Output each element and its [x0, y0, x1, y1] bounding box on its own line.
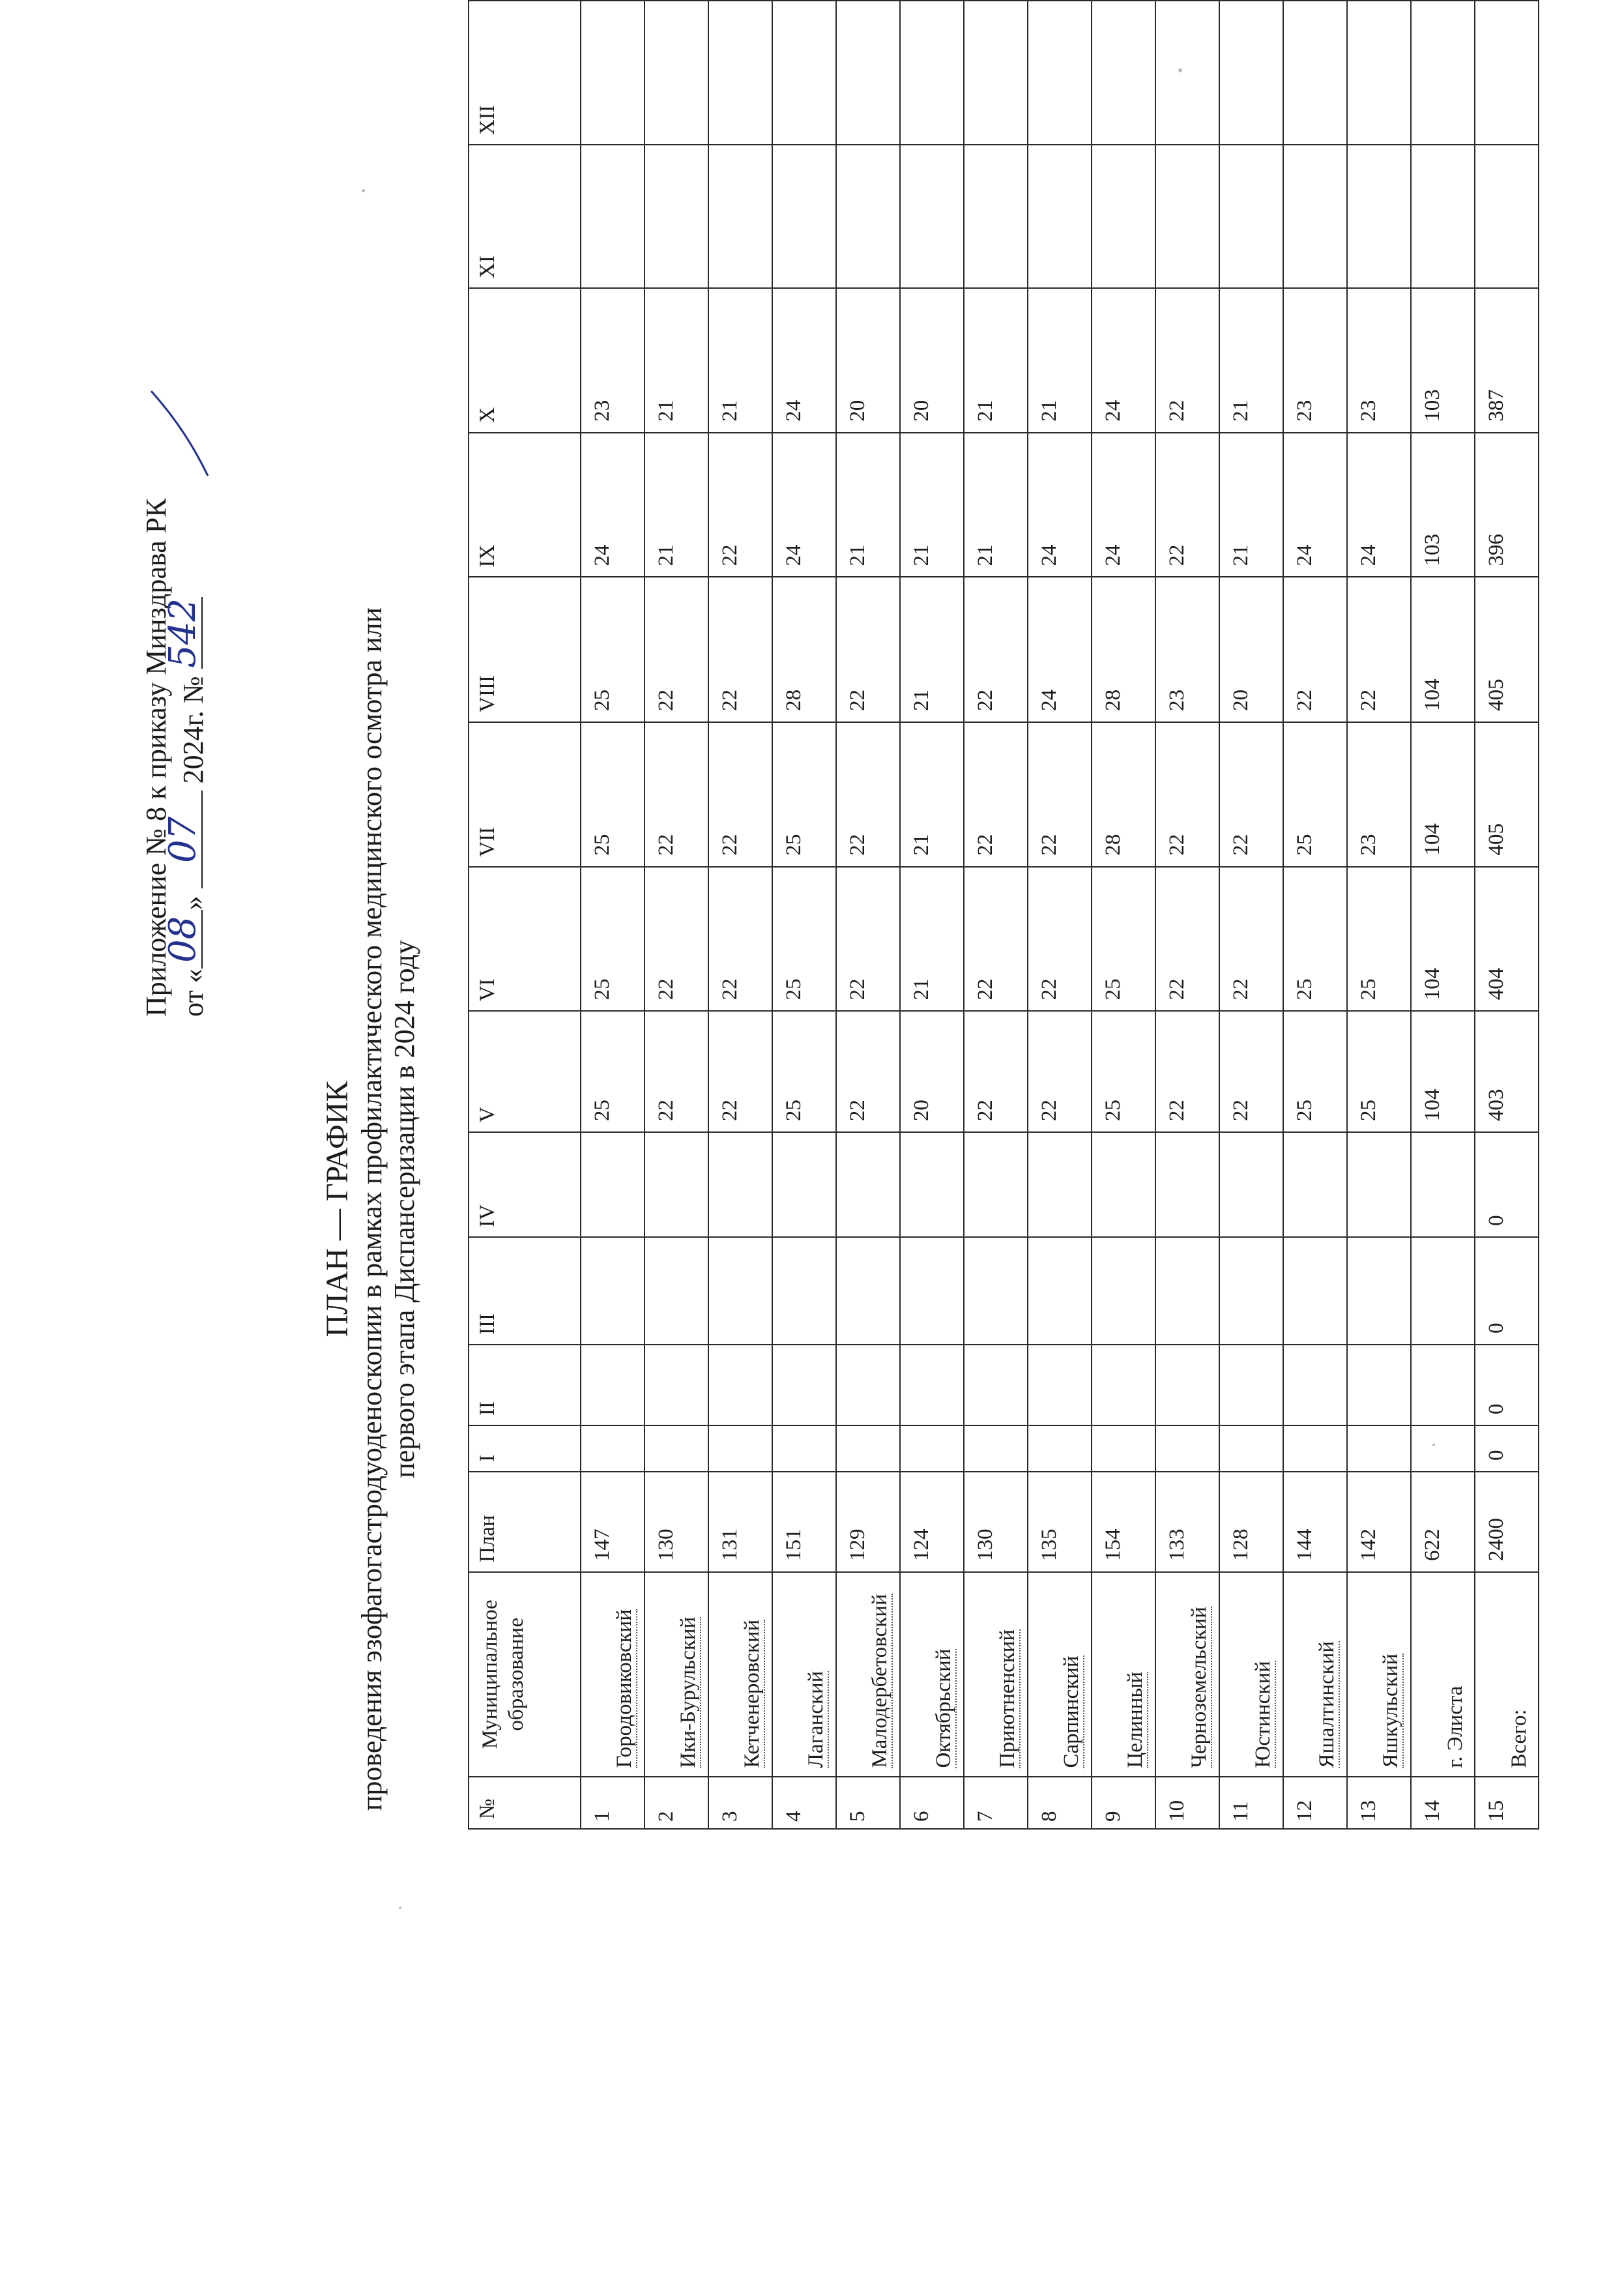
table-row: [1475, 1, 1539, 1829]
cell-month-4: [1028, 1132, 1092, 1237]
cell-month-5: 22: [964, 1011, 1028, 1132]
cell-month-11: [772, 145, 836, 288]
municipality-name: Городовиковский: [613, 1609, 636, 1768]
header-cell-number: №: [469, 1777, 581, 1829]
document-subtitle-line-1: проведения эзофагогастродуоденоскопии в рамках профилактического медицинского осмотра или: [356, 607, 388, 1811]
cell-month-1: [1347, 1425, 1411, 1472]
cell-month-12: [1347, 1, 1411, 145]
cell-month-7: 22: [1219, 722, 1283, 867]
cell-month-10: 21: [645, 288, 708, 433]
cell-month-2: [836, 1345, 900, 1425]
cell-month-4: [1219, 1132, 1283, 1237]
cell-month-3: [900, 1237, 964, 1345]
municipality-name: Юстинский: [1251, 1661, 1275, 1768]
cell-month-11: [1155, 145, 1219, 288]
municipality-name: Сарпинский: [1060, 1656, 1083, 1768]
cell-month-5: 25: [581, 1011, 645, 1132]
cell-month-11: [581, 145, 645, 288]
cell-month-9: 24: [581, 433, 645, 577]
municipality-name: Малодербетовский: [868, 1594, 892, 1768]
table-row: [581, 1, 645, 1829]
cell-month-7: 25: [1283, 722, 1347, 867]
cell-plan: 124: [900, 1472, 964, 1572]
cell-municipality: [836, 1572, 900, 1777]
cell-month-9: 24: [1028, 433, 1092, 577]
cell-plan: 154: [1092, 1472, 1155, 1572]
cell-month-5: 22: [645, 1011, 708, 1132]
cell-plan: 130: [645, 1472, 708, 1572]
cell-month-3: [1155, 1237, 1219, 1345]
cell-month-10: 21: [1028, 288, 1092, 433]
header-cell-month-11: XI: [469, 145, 581, 288]
cell-month-3: [1219, 1237, 1283, 1345]
table-row: [1283, 1, 1347, 1829]
cell-month-7: 104: [1411, 722, 1475, 867]
cell-month-6: 22: [836, 867, 900, 1012]
cell-month-4: [772, 1132, 836, 1237]
cell-plan: 128: [1219, 1472, 1283, 1572]
cell-month-2: [772, 1345, 836, 1425]
cell-municipality: [900, 1572, 964, 1777]
table-row: [708, 1, 772, 1829]
date-year-label: 2024г. №: [177, 676, 209, 784]
cell-plan: 144: [1283, 1472, 1347, 1572]
cell-month-2: [900, 1345, 964, 1425]
cell-month-6: 25: [581, 867, 645, 1012]
municipality-name: Ики-Бурульский: [676, 1616, 700, 1768]
cell-month-11: [708, 145, 772, 288]
cell-number: 9: [1092, 1777, 1155, 1829]
header-cell-municipality: Муниципальное образование: [469, 1572, 581, 1777]
cell-month-3: 0: [1475, 1237, 1539, 1345]
cell-municipality: [1092, 1572, 1155, 1777]
cell-month-2: [1155, 1345, 1219, 1425]
cell-month-5: 403: [1475, 1011, 1539, 1132]
table-row: [1155, 1, 1219, 1829]
cell-month-12: [772, 1, 836, 145]
cell-month-4: [1411, 1132, 1475, 1237]
cell-plan: 147: [581, 1472, 645, 1572]
cell-number: 13: [1347, 1777, 1411, 1829]
cell-month-3: [1028, 1237, 1092, 1345]
cell-month-9: 24: [1347, 433, 1411, 577]
cell-month-4: [1347, 1132, 1411, 1237]
date-separator: »: [177, 896, 209, 911]
cell-month-10: 387: [1475, 288, 1539, 433]
cell-month-6: 25: [772, 867, 836, 1012]
cell-month-2: [1028, 1345, 1092, 1425]
cell-month-2: [1283, 1345, 1347, 1425]
cell-month-12: [1219, 1, 1283, 145]
cell-month-11: [1092, 145, 1155, 288]
cell-month-7: 28: [1092, 722, 1155, 867]
header-cell-month-2: II: [469, 1345, 581, 1425]
header-cell-month-9: IX: [469, 433, 581, 577]
cell-month-8: 23: [1155, 577, 1219, 722]
header-cell-month-12: XII: [469, 1, 581, 145]
cell-month-9: 22: [708, 433, 772, 577]
cell-month-3: [1092, 1237, 1155, 1345]
cell-month-5: 20: [900, 1011, 964, 1132]
cell-month-2: [645, 1345, 708, 1425]
cell-month-8: 22: [708, 577, 772, 722]
cell-month-7: 21: [900, 722, 964, 867]
cell-month-5: 22: [708, 1011, 772, 1132]
cell-month-8: 22: [964, 577, 1028, 722]
cell-month-9: 396: [1475, 433, 1539, 577]
cell-month-8: 28: [1092, 577, 1155, 722]
cell-plan: 151: [772, 1472, 836, 1572]
table-row: [1347, 1, 1411, 1829]
municipality-name: Приютненский: [996, 1629, 1019, 1768]
header-cell-month-10: X: [469, 288, 581, 433]
cell-month-2: 0: [1475, 1345, 1539, 1425]
municipality-name: Яшалтинский: [1315, 1641, 1339, 1768]
document-subtitle-line-2: первого этапа Диспансеризации в 2024 году: [388, 940, 420, 1478]
cell-month-1: [1283, 1425, 1347, 1472]
cell-plan: 130: [964, 1472, 1028, 1572]
cell-month-2: [708, 1345, 772, 1425]
cell-month-1: [708, 1425, 772, 1472]
municipality-name: Всего:: [1507, 1709, 1531, 1768]
cell-month-1: [1219, 1425, 1283, 1472]
cell-month-4: [900, 1132, 964, 1237]
cell-month-5: 22: [1028, 1011, 1092, 1132]
cell-month-7: 22: [1028, 722, 1092, 867]
cell-number: 12: [1283, 1777, 1347, 1829]
cell-month-3: [581, 1237, 645, 1345]
signature-flourish: [148, 385, 226, 482]
table-row: [964, 1, 1028, 1829]
cell-month-4: [581, 1132, 645, 1237]
cell-month-11: [836, 145, 900, 288]
cell-month-10: 23: [1347, 288, 1411, 433]
cell-municipality: [1155, 1572, 1219, 1777]
cell-month-10: 21: [964, 288, 1028, 433]
cell-month-4: [708, 1132, 772, 1237]
municipality-name: г. Элиста: [1443, 1685, 1467, 1768]
cell-municipality: [772, 1572, 836, 1777]
cell-month-12: [1411, 1, 1475, 145]
cell-month-1: [964, 1425, 1028, 1472]
cell-month-8: 24: [1028, 577, 1092, 722]
cell-month-11: [1347, 145, 1411, 288]
cell-month-9: 21: [964, 433, 1028, 577]
cell-month-11: [1028, 145, 1092, 288]
cell-month-6: 404: [1475, 867, 1539, 1012]
cell-month-9: 22: [1155, 433, 1219, 577]
table-row: [1092, 1, 1155, 1829]
cell-month-1: [645, 1425, 708, 1472]
cell-month-4: 0: [1475, 1132, 1539, 1237]
header-cell-month-7: VII: [469, 722, 581, 867]
cell-month-5: 22: [836, 1011, 900, 1132]
cell-month-8: 20: [1219, 577, 1283, 722]
cell-month-12: [708, 1, 772, 145]
cell-month-1: [1092, 1425, 1155, 1472]
cell-month-12: [900, 1, 964, 145]
cell-municipality: [1219, 1572, 1283, 1777]
municipality-name: Лаганский: [804, 1671, 828, 1768]
cell-month-6: 25: [1283, 867, 1347, 1012]
cell-month-2: [1347, 1345, 1411, 1425]
table-header-row: [469, 1, 581, 1829]
header-cell-month-3: III: [469, 1237, 581, 1345]
cell-month-10: 21: [1219, 288, 1283, 433]
cell-month-10: 22: [1155, 288, 1219, 433]
cell-month-9: 21: [836, 433, 900, 577]
cell-month-7: 23: [1347, 722, 1411, 867]
cell-month-8: 22: [1283, 577, 1347, 722]
cell-plan: 129: [836, 1472, 900, 1572]
cell-municipality: [1028, 1572, 1092, 1777]
table-row: [1411, 1, 1475, 1829]
cell-month-1: [900, 1425, 964, 1472]
cell-month-12: [581, 1, 645, 145]
cell-month-9: 24: [1283, 433, 1347, 577]
cell-month-1: [772, 1425, 836, 1472]
cell-month-7: 25: [772, 722, 836, 867]
cell-month-8: 405: [1475, 577, 1539, 722]
cell-month-4: [645, 1132, 708, 1237]
cell-month-12: [1028, 1, 1092, 145]
cell-month-6: 22: [708, 867, 772, 1012]
cell-number: 7: [964, 1777, 1028, 1829]
cell-month-3: [708, 1237, 772, 1345]
date-prefix: от «: [177, 969, 209, 1017]
cell-month-10: 20: [836, 288, 900, 433]
header-cell-month-5: V: [469, 1011, 581, 1132]
cell-month-1: [1028, 1425, 1092, 1472]
cell-month-5: 25: [1283, 1011, 1347, 1132]
cell-month-2: [964, 1345, 1028, 1425]
cell-month-4: [1155, 1132, 1219, 1237]
cell-month-9: 21: [645, 433, 708, 577]
cell-plan: 2400: [1475, 1472, 1539, 1572]
municipality-name: Черноземельский: [1187, 1607, 1211, 1768]
table-row: [772, 1, 836, 1829]
cell-municipality: [1347, 1572, 1411, 1777]
cell-month-9: 24: [772, 433, 836, 577]
cell-month-6: 22: [645, 867, 708, 1012]
cell-month-4: [836, 1132, 900, 1237]
table-row: [836, 1, 900, 1829]
cell-month-10: 103: [1411, 288, 1475, 433]
appendix-line-2: [162, 498, 210, 1017]
cell-municipality: [1283, 1572, 1347, 1777]
header-cell-month-4: IV: [469, 1132, 581, 1237]
cell-month-12: [964, 1, 1028, 145]
cell-month-12: [1283, 1, 1347, 145]
cell-municipality: [1475, 1572, 1539, 1777]
cell-plan: 133: [1155, 1472, 1219, 1572]
cell-plan: 622: [1411, 1472, 1475, 1572]
header-cell-month-1: I: [469, 1425, 581, 1472]
cell-month-5: 104: [1411, 1011, 1475, 1132]
cell-month-5: 22: [1155, 1011, 1219, 1132]
cell-month-10: 24: [1092, 288, 1155, 433]
cell-month-5: 25: [1092, 1011, 1155, 1132]
cell-month-6: 104: [1411, 867, 1475, 1012]
cell-number: 15: [1475, 1777, 1539, 1829]
cell-number: 10: [1155, 1777, 1219, 1829]
cell-month-7: 405: [1475, 722, 1539, 867]
cell-month-2: [1219, 1345, 1283, 1425]
cell-month-1: 0: [1475, 1425, 1539, 1472]
cell-number: 1: [581, 1777, 645, 1829]
appendix-note: [140, 498, 210, 1017]
date-month-handwritten: 07: [162, 816, 204, 863]
cell-month-11: [964, 145, 1028, 288]
cell-number: 4: [772, 1777, 836, 1829]
cell-month-10: 21: [708, 288, 772, 433]
cell-month-10: 23: [1283, 288, 1347, 433]
cell-month-11: [1411, 145, 1475, 288]
cell-month-8: 28: [772, 577, 836, 722]
cell-month-8: 21: [900, 577, 964, 722]
cell-month-11: [1475, 145, 1539, 288]
cell-number: 11: [1219, 1777, 1283, 1829]
cell-month-3: [836, 1237, 900, 1345]
cell-month-8: 22: [1347, 577, 1411, 722]
cell-month-11: [645, 145, 708, 288]
cell-number: 14: [1411, 1777, 1475, 1829]
cell-month-4: [1283, 1132, 1347, 1237]
cell-municipality: [645, 1572, 708, 1777]
cell-month-11: [1283, 145, 1347, 288]
cell-month-8: 22: [645, 577, 708, 722]
cell-month-6: 22: [964, 867, 1028, 1012]
cell-municipality: [708, 1572, 772, 1777]
document-title: ПЛАН — ГРАФИК: [320, 1081, 355, 1337]
table-row: [900, 1, 964, 1829]
cell-month-3: [964, 1237, 1028, 1345]
cell-month-7: 22: [645, 722, 708, 867]
cell-month-8: 25: [581, 577, 645, 722]
cell-month-7: 22: [836, 722, 900, 867]
cell-month-10: 24: [772, 288, 836, 433]
cell-number: 5: [836, 1777, 900, 1829]
cell-month-7: 22: [1155, 722, 1219, 867]
cell-month-5: 25: [1347, 1011, 1411, 1132]
cell-month-3: [772, 1237, 836, 1345]
cell-month-6: 25: [1092, 867, 1155, 1012]
document-titles: [319, 414, 421, 2004]
cell-month-6: 22: [1155, 867, 1219, 1012]
table-row: [1028, 1, 1092, 1829]
table-row: [645, 1, 708, 1829]
cell-month-9: 24: [1092, 433, 1155, 577]
cell-month-3: [1283, 1237, 1347, 1345]
cell-month-6: 22: [1028, 867, 1092, 1012]
municipality-name: Октябрьский: [932, 1648, 955, 1768]
cell-month-1: [581, 1425, 645, 1472]
cell-month-12: [1155, 1, 1219, 145]
cell-plan: 135: [1028, 1472, 1092, 1572]
cell-month-4: [964, 1132, 1028, 1237]
municipality-name: Яшкульский: [1379, 1653, 1402, 1768]
date-day-handwritten: 08: [162, 916, 204, 963]
header-cell-month-6: VI: [469, 867, 581, 1012]
cell-month-6: 25: [1347, 867, 1411, 1012]
order-number-handwritten: 542: [162, 598, 204, 668]
cell-month-2: [1092, 1345, 1155, 1425]
cell-month-2: [1411, 1345, 1475, 1425]
cell-month-9: 103: [1411, 433, 1475, 577]
cell-month-3: [1411, 1237, 1475, 1345]
cell-month-9: 21: [900, 433, 964, 577]
cell-month-7: 22: [964, 722, 1028, 867]
cell-month-3: [1347, 1237, 1411, 1345]
cell-month-8: 104: [1411, 577, 1475, 722]
order-number-field: [162, 597, 204, 669]
cell-month-2: [581, 1345, 645, 1425]
cell-number: 6: [900, 1777, 964, 1829]
header-cell-plan: План: [469, 1472, 581, 1572]
cell-month-1: [836, 1425, 900, 1472]
header-cell-month-8: VIII: [469, 577, 581, 722]
date-day-field: [162, 910, 204, 969]
cell-plan: 142: [1347, 1472, 1411, 1572]
cell-month-1: [1411, 1425, 1475, 1472]
cell-month-8: 22: [836, 577, 900, 722]
schedule-table: [468, 0, 1539, 1830]
cell-month-5: 25: [772, 1011, 836, 1132]
cell-month-7: 22: [708, 722, 772, 867]
table-row: [1219, 1, 1283, 1829]
municipality-name: Кетченеровский: [740, 1619, 764, 1768]
cell-month-10: 23: [581, 288, 645, 433]
cell-month-11: [900, 145, 964, 288]
cell-municipality: [1411, 1572, 1475, 1777]
cell-month-12: [645, 1, 708, 145]
cell-municipality: [964, 1572, 1028, 1777]
cell-month-1: [1155, 1425, 1219, 1472]
cell-number: 3: [708, 1777, 772, 1829]
cell-month-5: 22: [1219, 1011, 1283, 1132]
cell-municipality: [581, 1572, 645, 1777]
cell-number: 2: [645, 1777, 708, 1829]
cell-month-12: [1475, 1, 1539, 145]
cell-plan: 131: [708, 1472, 772, 1572]
municipality-name: Целинный: [1124, 1671, 1147, 1768]
cell-month-12: [836, 1, 900, 145]
cell-month-12: [1092, 1, 1155, 145]
cell-month-10: 20: [900, 288, 964, 433]
cell-month-11: [1219, 145, 1283, 288]
cell-month-6: 21: [900, 867, 964, 1012]
cell-month-7: 25: [581, 722, 645, 867]
cell-number: 8: [1028, 1777, 1092, 1829]
cell-month-4: [1092, 1132, 1155, 1237]
appendix-line-1: Приложение № 8 к приказу Минздрава РК: [140, 498, 172, 1017]
cell-month-9: 21: [1219, 433, 1283, 577]
cell-month-3: [645, 1237, 708, 1345]
cell-month-6: 22: [1219, 867, 1283, 1012]
date-month-field: [162, 791, 204, 888]
